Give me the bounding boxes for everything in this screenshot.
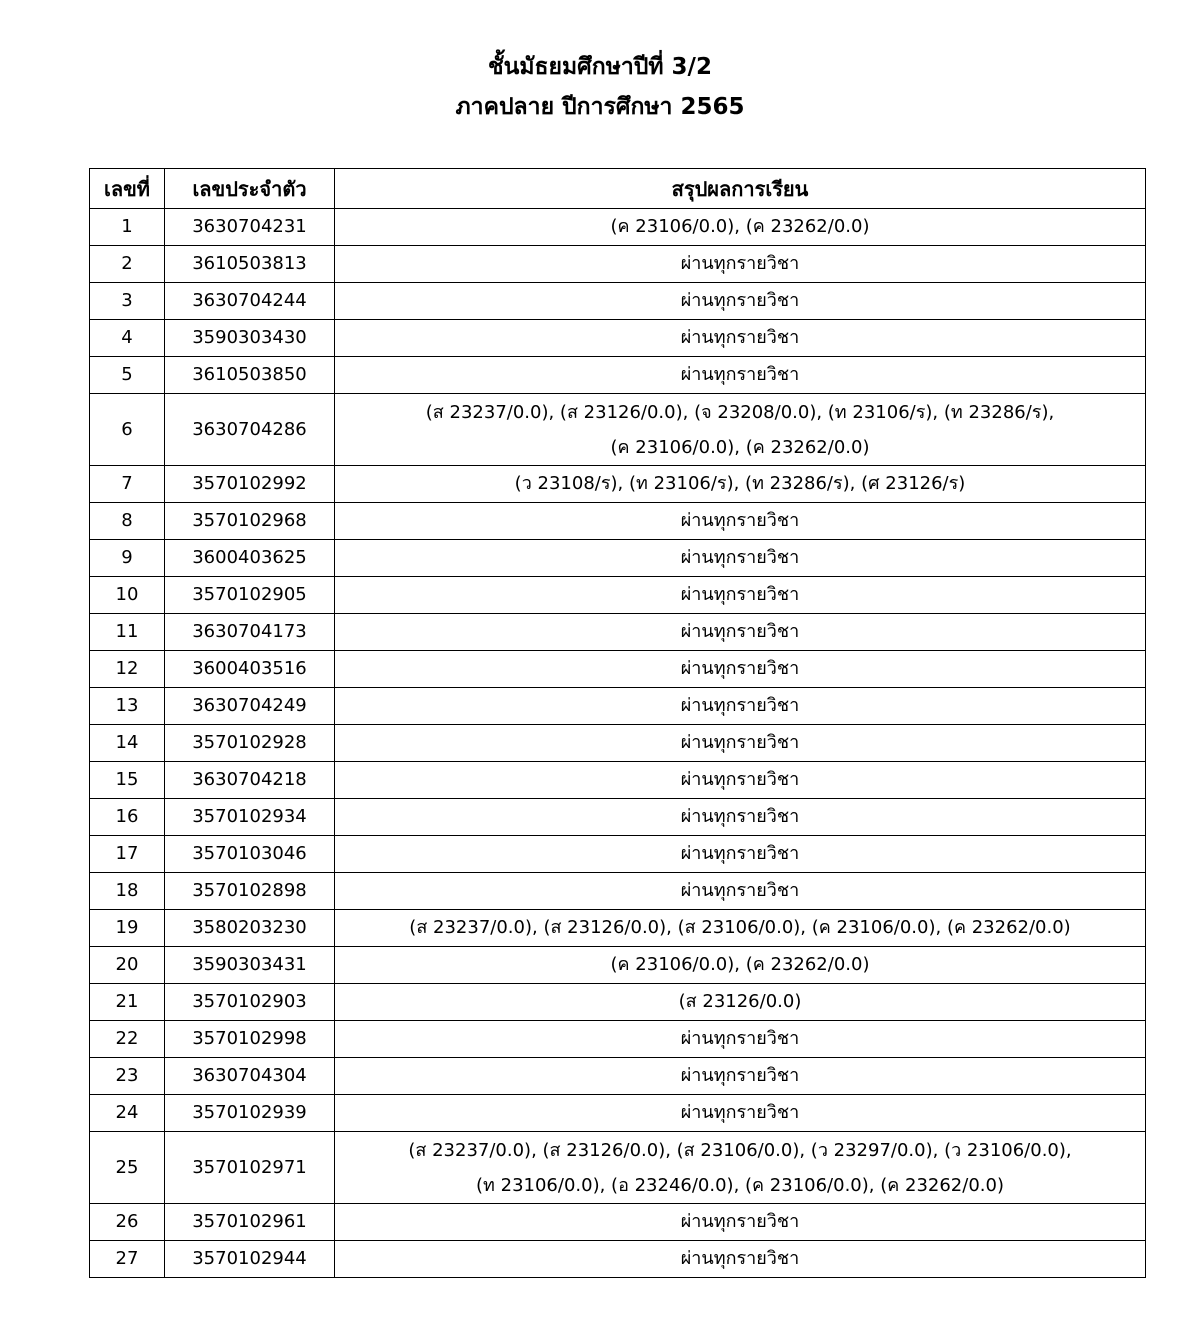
result-summary-line: ผ่านทุกรายวิชา (680, 769, 800, 790)
row-number: 16 (90, 799, 165, 836)
page-title: ชั้นมัธยมศึกษาปีที่ 3/2 (488, 54, 712, 80)
result-summary-line: ผ่านทุกรายวิชา (680, 732, 800, 753)
row-number: 1 (90, 209, 165, 246)
table-row (90, 614, 1146, 651)
row-number: 21 (90, 984, 165, 1021)
student-id: 3630704249 (165, 688, 335, 725)
result-summary-line: ผ่านทุกรายวิชา (680, 806, 800, 827)
result-summary-line: ผ่านทุกรายวิชา (680, 1248, 800, 1269)
row-number: 2 (90, 246, 165, 283)
table-row (90, 762, 1146, 799)
table-row (90, 836, 1146, 873)
result-summary-line: (ค 23106/0.0), (ค 23262/0.0) (610, 436, 870, 458)
result-summary-line: ผ่านทุกรายวิชา (680, 327, 800, 348)
results-table (89, 168, 1146, 1278)
student-id: 3570102971 (165, 1132, 335, 1204)
table-row (90, 466, 1146, 503)
table-row (90, 1241, 1146, 1278)
table-row (90, 873, 1146, 910)
student-id: 3630704304 (165, 1058, 335, 1095)
row-number: 12 (90, 651, 165, 688)
result-summary (335, 725, 1146, 762)
row-number: 27 (90, 1241, 165, 1278)
result-summary (335, 1095, 1146, 1132)
row-number: 13 (90, 688, 165, 725)
result-summary (335, 1021, 1146, 1058)
result-summary (335, 614, 1146, 651)
student-id: 3580203230 (165, 910, 335, 947)
result-summary (335, 394, 1146, 466)
result-summary (335, 577, 1146, 614)
table-row (90, 209, 1146, 246)
table-row (90, 283, 1146, 320)
result-summary-line: ผ่านทุกรายวิชา (680, 1102, 800, 1123)
row-number: 10 (90, 577, 165, 614)
student-id: 3570102961 (165, 1204, 335, 1241)
result-summary-line: (ค 23106/0.0), (ค 23262/0.0) (610, 954, 870, 975)
result-summary-line: (ท 23106/0.0), (อ 23246/0.0), (ค 23106/0.0), (ค 23262/0.0) (476, 1174, 1004, 1196)
student-id: 3630704244 (165, 283, 335, 320)
result-summary (335, 503, 1146, 540)
student-id: 3600403625 (165, 540, 335, 577)
result-summary-line: ผ่านทุกรายวิชา (680, 843, 800, 864)
student-id: 3570102928 (165, 725, 335, 762)
result-summary (335, 209, 1146, 246)
row-number: 7 (90, 466, 165, 503)
table-row (90, 651, 1146, 688)
row-number: 22 (90, 1021, 165, 1058)
student-id: 3600403516 (165, 651, 335, 688)
student-id: 3570102968 (165, 503, 335, 540)
row-number: 17 (90, 836, 165, 873)
row-number: 9 (90, 540, 165, 577)
result-summary-line: (ค 23106/0.0), (ค 23262/0.0) (610, 216, 870, 237)
result-summary-line: ผ่านทุกรายวิชา (680, 290, 800, 311)
result-summary (335, 540, 1146, 577)
result-summary (335, 799, 1146, 836)
result-summary-line: ผ่านทุกรายวิชา (680, 1211, 800, 1232)
result-summary-line: (ว 23108/ร), (ท 23106/ร), (ท 23286/ร), (ศ 23126/ร) (514, 473, 966, 494)
result-summary (335, 357, 1146, 394)
student-id: 3630704286 (165, 394, 335, 466)
table-row (90, 947, 1146, 984)
row-number: 23 (90, 1058, 165, 1095)
result-summary (335, 1132, 1146, 1204)
row-number: 11 (90, 614, 165, 651)
table-row (90, 1095, 1146, 1132)
student-id: 3570102898 (165, 873, 335, 910)
table-row (90, 984, 1146, 1021)
table-row (90, 577, 1146, 614)
row-number: 3 (90, 283, 165, 320)
table-header-row (90, 169, 1146, 209)
table-row (90, 540, 1146, 577)
row-number: 24 (90, 1095, 165, 1132)
result-summary (335, 246, 1146, 283)
result-summary-line: ผ่านทุกรายวิชา (680, 880, 800, 901)
student-id: 3630704173 (165, 614, 335, 651)
result-summary-line: ผ่านทุกรายวิชา (680, 364, 800, 385)
result-summary (335, 1058, 1146, 1095)
table-row (90, 910, 1146, 947)
result-summary (335, 984, 1146, 1021)
row-number: 25 (90, 1132, 165, 1204)
result-summary-line: ผ่านทุกรายวิชา (680, 1065, 800, 1086)
student-id: 3570102903 (165, 984, 335, 1021)
student-id: 3570103046 (165, 836, 335, 873)
student-id: 3570102905 (165, 577, 335, 614)
student-id: 3590303431 (165, 947, 335, 984)
result-summary (335, 1204, 1146, 1241)
row-number: 18 (90, 873, 165, 910)
result-summary (335, 836, 1146, 873)
student-id: 3570102939 (165, 1095, 335, 1132)
result-summary-line: (ส 23126/0.0) (678, 991, 802, 1012)
row-number: 8 (90, 503, 165, 540)
result-summary (335, 762, 1146, 799)
result-summary (335, 1241, 1146, 1278)
student-id: 3570102998 (165, 1021, 335, 1058)
result-summary-line: ผ่านทุกรายวิชา (680, 547, 800, 568)
table-body (90, 209, 1146, 1278)
result-summary-line: ผ่านทุกรายวิชา (680, 1028, 800, 1049)
row-number: 14 (90, 725, 165, 762)
result-summary-line: ผ่านทุกรายวิชา (680, 695, 800, 716)
table-row (90, 246, 1146, 283)
row-number: 19 (90, 910, 165, 947)
result-summary-line: ผ่านทุกรายวิชา (680, 584, 800, 605)
result-summary (335, 320, 1146, 357)
header-no: เลขที่ (90, 169, 165, 209)
student-id: 3610503850 (165, 357, 335, 394)
result-summary (335, 873, 1146, 910)
result-summary-line: ผ่านทุกรายวิชา (680, 658, 800, 679)
result-summary (335, 651, 1146, 688)
student-id: 3570102944 (165, 1241, 335, 1278)
table-row (90, 503, 1146, 540)
table-row (90, 688, 1146, 725)
student-id: 3590303430 (165, 320, 335, 357)
student-id: 3570102992 (165, 466, 335, 503)
row-number: 6 (90, 394, 165, 466)
header-summary: สรุปผลการเรียน (335, 169, 1146, 209)
table-row (90, 320, 1146, 357)
result-summary-line: (ส 23237/0.0), (ส 23126/0.0), (ส 23106/0.0), (ว 23297/0.0), (ว 23106/0.0), (408, 1139, 1072, 1161)
result-summary-line: ผ่านทุกรายวิชา (680, 621, 800, 642)
result-summary-line: (ส 23237/0.0), (ส 23126/0.0), (ส 23106/0.0), (ค 23106/0.0), (ค 23262/0.0) (409, 917, 1071, 938)
row-number: 5 (90, 357, 165, 394)
student-id: 3610503813 (165, 246, 335, 283)
result-summary-line: ผ่านทุกรายวิชา (680, 510, 800, 531)
row-number: 15 (90, 762, 165, 799)
table-row (90, 1204, 1146, 1241)
result-summary (335, 283, 1146, 320)
result-summary (335, 910, 1146, 947)
student-id: 3630704231 (165, 209, 335, 246)
table-row (90, 1021, 1146, 1058)
table-row (90, 394, 1146, 466)
page-subtitle: ภาคปลาย ปีการศึกษา 2565 (455, 94, 745, 120)
row-number: 26 (90, 1204, 165, 1241)
table-row (90, 1132, 1146, 1204)
row-number: 4 (90, 320, 165, 357)
student-id: 3570102934 (165, 799, 335, 836)
header-student-id: เลขประจำตัว (165, 169, 335, 209)
result-summary (335, 466, 1146, 503)
table-row (90, 799, 1146, 836)
table-row (90, 357, 1146, 394)
student-id: 3630704218 (165, 762, 335, 799)
result-summary-line: ผ่านทุกรายวิชา (680, 253, 800, 274)
row-number: 20 (90, 947, 165, 984)
table-row (90, 725, 1146, 762)
result-summary (335, 947, 1146, 984)
table-row (90, 1058, 1146, 1095)
result-summary (335, 688, 1146, 725)
result-summary-line: (ส 23237/0.0), (ส 23126/0.0), (จ 23208/0.0), (ท 23106/ร), (ท 23286/ร), (425, 401, 1055, 423)
